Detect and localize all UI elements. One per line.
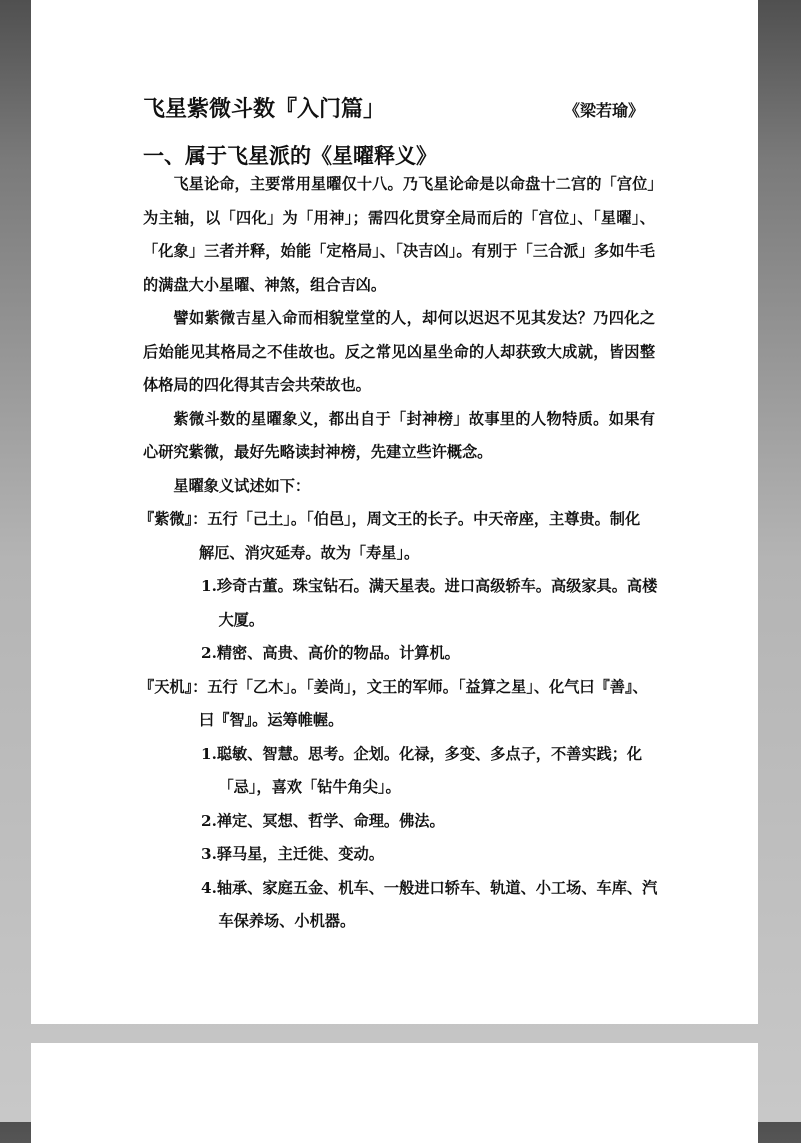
star-name: 『紫微』: [139, 510, 193, 528]
section-heading: 一、属于飞星派的《星曜释义》: [143, 143, 437, 168]
star-entry-ziwei: [139, 503, 655, 570]
document-author: 《梁若瑜》: [563, 101, 644, 120]
star-name: 『天机』: [139, 677, 193, 696]
star-entry-tianji: [139, 671, 655, 738]
list-item: 1.珍奇古董。珠宝钻石。满天星表。进口高级轿车。高级家具。高楼大厦。: [201, 577, 658, 629]
intro-line: 星曜象义试述如下：: [173, 476, 311, 495]
star-description: ：五行「乙木」。「姜尚」，文王的军师。「益算之星」、化气曰『善』、曰『智』。运筹帷幄。: [192, 677, 648, 729]
list-item: 2.禅定、冥想、哲学、命理。佛法。: [201, 811, 445, 830]
paragraph: 飞星论命，主要常用星曜仅十八。乃飞星论命是以命盘十二宫的「宫位」为主轴，以「四化」为「用神」；需四化贯穿全局而后的「宫位」、「星曜」、「化象」三者并释，始能「定格局」、「决吉凶」。有别于「三合派」多如牛毛的满盘大小星曜、神煞，组合吉凶。: [143, 175, 655, 294]
list-item: 1.聪敏、智慧。思考。企划。化禄，多变、多点子，不善实践；化「忌」，喜欢「钻牛角尖」。: [201, 744, 643, 796]
document-page: [31, 0, 758, 1024]
list-item: 2.精密、高贵、高价的物品。计算机。: [201, 644, 460, 662]
paragraph: 紫微斗数的星曜象义，都出自于「封神榜」故事里的人物特质。如果有心研究紫微，最好先略读封神榜，先建立些许概念。: [143, 409, 655, 461]
document-body: [139, 168, 658, 939]
star-description: ：五行「己土」。「伯邑」，周文王的长子。中天帝座，主尊贵。制化解厄、消灾延寿。故为「寿星」。: [192, 510, 641, 562]
document-title: 飞星紫微斗数『入门篇」: [143, 96, 386, 122]
list-item: 4.轴承、家庭五金、机车、一般进口轿车、轨道、小工场、车库、汽车保养场、小机器。: [201, 878, 658, 930]
paragraph: 譬如紫微吉星入命而相貌堂堂的人，却何以迟迟不见其发达？乃四化之后始能见其格局之不佳故也。反之常见凶星坐命的人却获致大成就，皆因整体格局的四化得其吉会共荣故也。: [143, 309, 655, 394]
list-item: 3.驿马星，主迁徙、变动。: [201, 845, 384, 863]
next-document-page: [31, 1043, 758, 1143]
